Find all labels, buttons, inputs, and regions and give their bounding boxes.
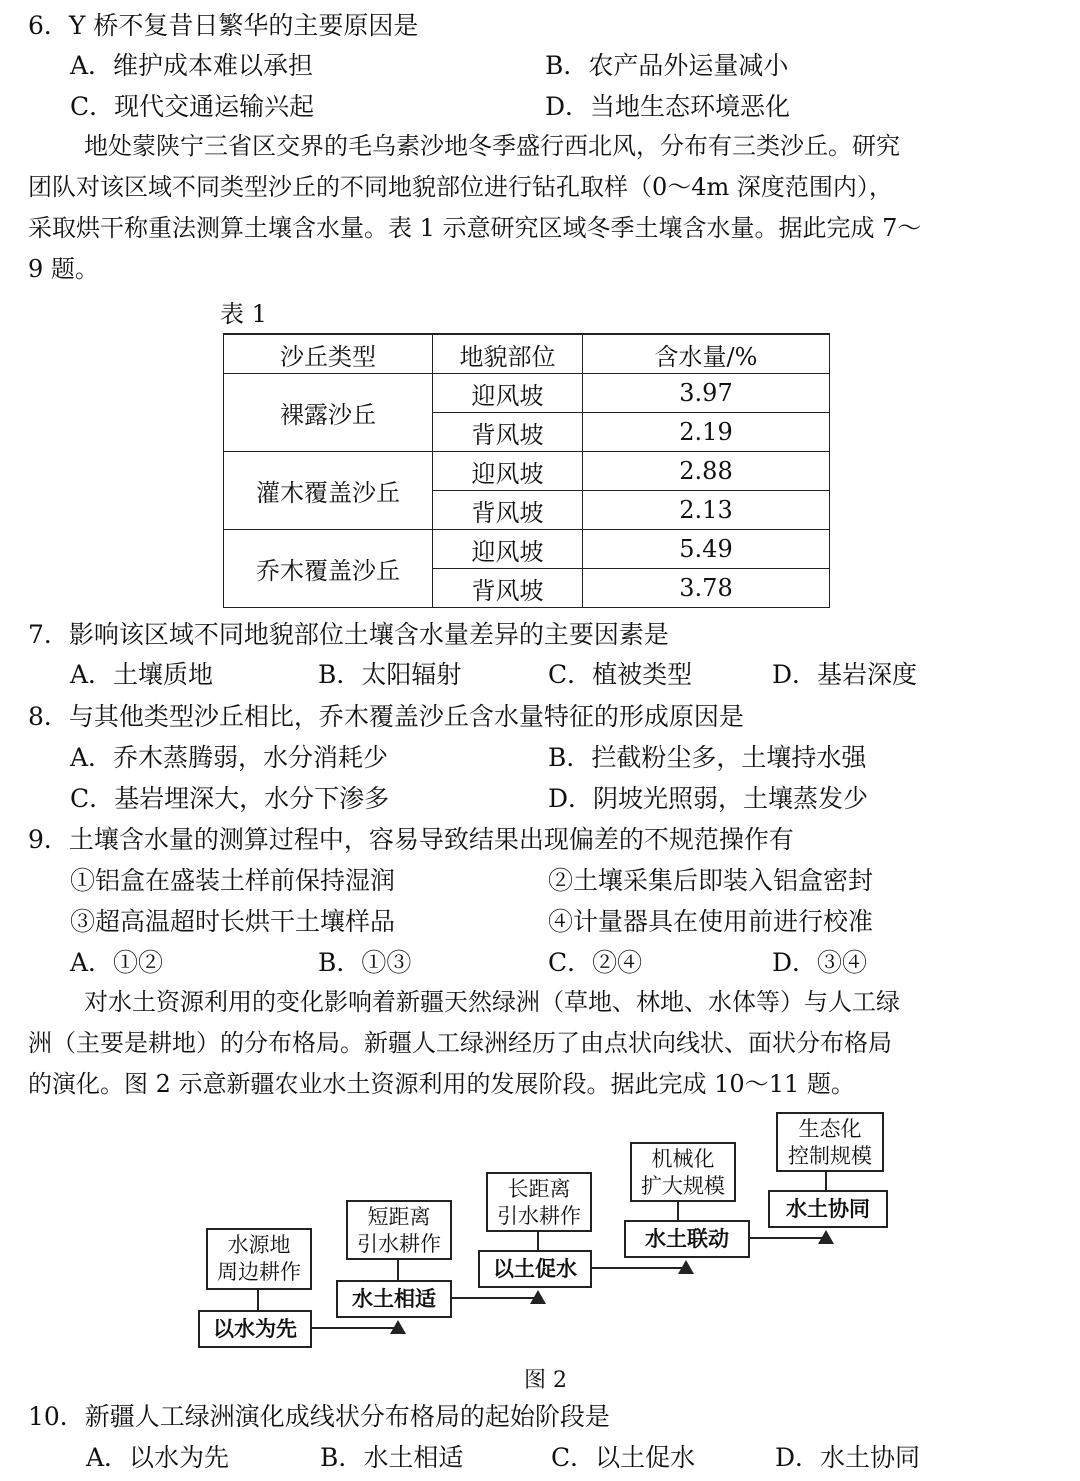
table-cell-value: 2.88 [583,452,830,491]
stage-2-description: 短距离 引水耕作 [346,1200,452,1260]
q7-option-c: C．植被类型 [548,660,693,689]
table-cell-value: 2.19 [583,413,830,452]
table-cell-dune-type: 乔木覆盖沙丘 [224,530,433,608]
table-cell-dune-type: 裸露沙丘 [224,374,433,452]
q8-option-c: C．基岩埋深大，水分下渗多 [70,784,390,813]
passage2-line-2: 洲（主要是耕地）的分布格局。新疆人工绿洲经历了由点状向线状、面状分布格局 [28,1029,892,1057]
table-caption: 表 1 [220,300,267,328]
stage-1-label: 以水为先 [198,1310,312,1348]
table-row [224,374,830,413]
q10-option-c: C．以土促水 [551,1443,696,1472]
q10-option-d: D．水土协同 [775,1443,921,1472]
table-cell-position: 背风坡 [433,491,583,530]
passage1-line-1: 地处蒙陕宁三省区交界的毛乌素沙地冬季盛行西北风，分布有三类沙丘。研究 [84,132,900,160]
q10-option-b: B．水土相适 [320,1443,464,1472]
q7-stem: 7．影响该区域不同地貌部位土壤含水量差异的主要因素是 [28,620,669,649]
q6-option-d: D．当地生态环境恶化 [545,92,791,121]
table-header-moisture: 含水量/% [583,334,830,374]
q10-option-a: A．以水为先 [86,1443,230,1472]
table-cell-position: 背风坡 [433,413,583,452]
table-cell-position: 迎风坡 [433,452,583,491]
stage-4-label: 水土联动 [624,1220,750,1258]
passage2-line-3: 的演化。图 2 示意新疆农业水土资源利用的发展阶段。据此完成 10～11 题。 [28,1070,855,1098]
q9-item-4: ④计量器具在使用前进行校准 [548,907,874,936]
q7-option-d: D．基岩深度 [772,660,918,689]
q6-option-c: C．现代交通运输兴起 [70,92,315,121]
q7-option-a: A．土壤质地 [70,660,214,689]
q8-option-b: B．拦截粉尘多，土壤持水强 [548,743,867,772]
stage-4-description: 机械化 扩大规模 [630,1142,736,1202]
passage2-line-1: 对水土资源利用的变化影响着新疆天然绿洲（草地、林地、水体等）与人工绿 [84,988,900,1016]
passage1-line-4: 9 题。 [28,255,99,283]
passage1-line-2: 团队对该区域不同类型沙丘的不同地貌部位进行钻孔取样（0～4m 深度范围内）， [28,173,893,201]
table-header-dune-type: 沙丘类型 [224,334,433,374]
table-cell-position: 迎风坡 [433,530,583,569]
q6-option-a: A．维护成本难以承担 [70,51,314,80]
q8-stem: 8．与其他类型沙丘相比，乔木覆盖沙丘含水量特征的形成原因是 [28,702,744,731]
table-row [224,530,830,569]
stage-2-label: 水土相适 [336,1280,452,1318]
table-row [224,452,830,491]
q9-stem: 9．土壤含水量的测算过程中，容易导致结果出现偏差的不规范操作有 [28,825,794,854]
passage1-line-3: 采取烘干称重法测算土壤含水量。表 1 示意研究区域冬季土壤含水量。据此完成 7～ [28,214,922,242]
q9-item-2: ②土壤采集后即装入铝盒密封 [548,866,874,895]
table-header-landform-position: 地貌部位 [433,334,583,374]
q9-option-c: C．②④ [548,948,643,977]
q9-item-3: ③超高温超时长烘干土壤样品 [70,907,396,936]
table-cell-value: 3.78 [583,569,830,608]
q8-option-d: D．阴坡光照弱，土壤蒸发少 [548,784,869,813]
stage-5-description: 生态化 控制规模 [776,1112,884,1172]
q7-option-b: B．太阳辐射 [318,660,462,689]
q9-option-d: D．③④ [772,948,868,977]
figure-caption: 图 2 [524,1368,567,1393]
q9-item-1: ①铝盒在盛装土样前保持湿润 [70,866,396,895]
stage-3-description: 长距离 引水耕作 [486,1172,592,1232]
table-cell-value: 2.13 [583,491,830,530]
q10-stem: 10．新疆人工绿洲演化成线状分布格局的起始阶段是 [28,1402,610,1431]
q6-option-b: B．农产品外运量减小 [545,51,789,80]
table-cell-position: 背风坡 [433,569,583,608]
table-cell-value: 5.49 [583,530,830,569]
table-cell-dune-type: 灌木覆盖沙丘 [224,452,433,530]
stage-3-label: 以土促水 [478,1250,592,1288]
q9-option-b: B．①③ [318,948,412,977]
soil-moisture-table [223,333,830,608]
table-cell-position: 迎风坡 [433,374,583,413]
q9-option-a: A．①② [70,948,164,977]
stage-5-label: 水土协同 [768,1190,888,1228]
q8-option-a: A．乔木蒸腾弱，水分消耗少 [70,743,389,772]
figure-2-stages-diagram [190,1110,900,1360]
q6-stem: 6．Y 桥不复昔日繁华的主要原因是 [28,11,419,40]
stage-1-description: 水源地 周边耕作 [206,1228,312,1290]
table-cell-value: 3.97 [583,374,830,413]
